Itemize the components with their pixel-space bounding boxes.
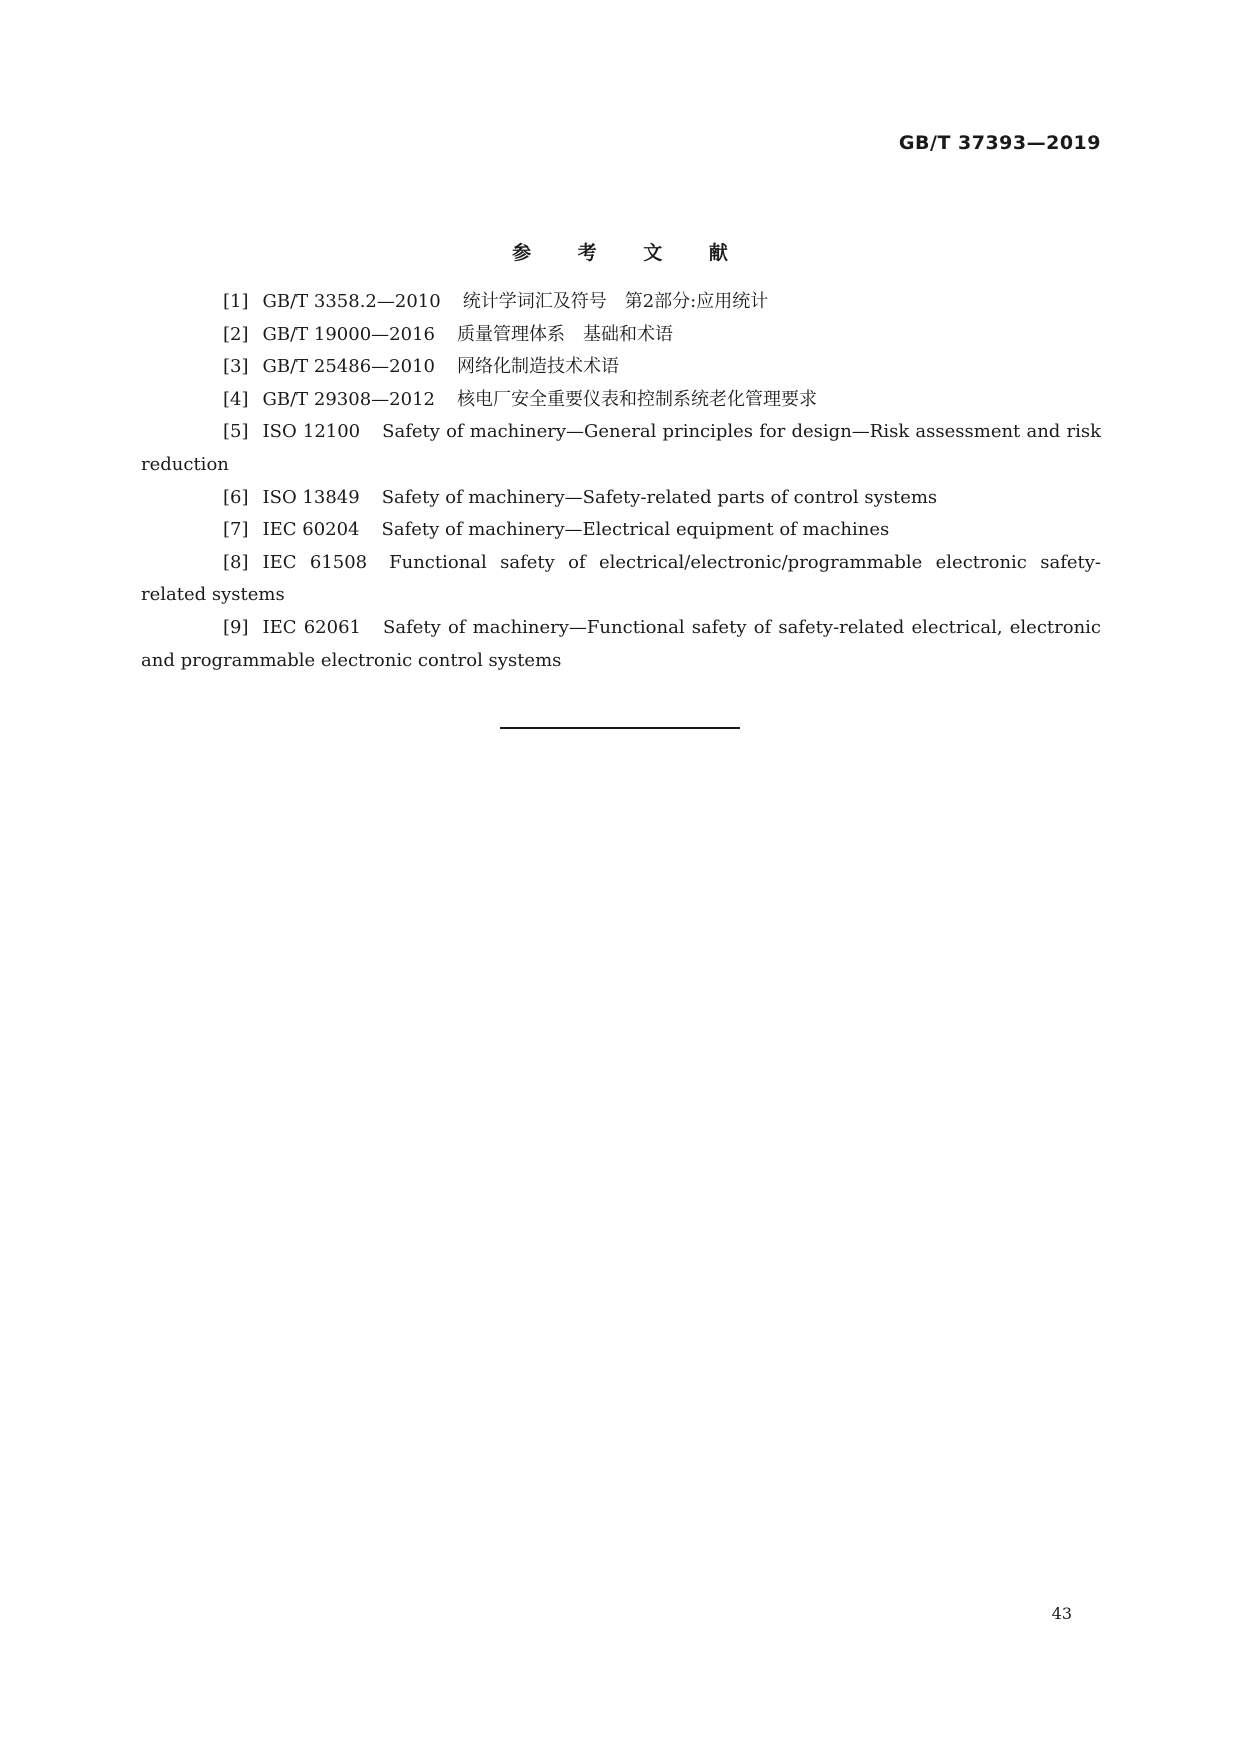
reference-title: Functional safety of electrical/electronic/programmable electronic safety-related systems [141,551,1101,606]
reference-item-2 [141,319,1101,352]
reference-item-7 [141,514,1101,547]
reference-title: Safety of machinery—Functional safety of safety-related electrical, electronic and programmable electronic control systems [141,616,1102,671]
reference-code: IEC 62061 [262,616,361,638]
reference-item-5 [141,416,1101,481]
section-title: 参 考 文 献 [512,242,748,264]
reference-number: [5] [223,421,249,443]
reference-title: 统计学词汇及符号 第2部分:应用统计 [462,291,769,312]
reference-code: GB/T 29308—2012 [262,388,435,410]
reference-number: [9] [223,616,249,638]
reference-number: [6] [223,486,249,508]
reference-number: [2] [223,323,249,345]
reference-code: ISO 12100 [262,421,361,443]
reference-code: IEC 60204 [262,519,360,541]
reference-code: ISO 13849 [262,486,360,508]
reference-title: Safety of machinery—General principles for design—Risk assessment and risk reduction [141,421,1101,475]
reference-title: 网络化制造技术术语 [456,356,619,378]
reference-title: Safety of machinery—Electrical equipment of machines [381,519,890,541]
reference-code: IEC 61508 [262,551,368,573]
reference-number: [3] [223,356,249,378]
reference-item-3 [141,351,1101,384]
reference-title: 质量管理体系 基础和术语 [456,323,673,345]
reference-code: GB/T 19000—2016 [262,323,435,345]
reference-number: [7] [223,519,249,541]
reference-number: [8] [223,551,249,573]
reference-title: Safety of machinery—Safety-related parts of control systems [381,486,938,508]
reference-item-4 [141,384,1101,417]
reference-item-9 [141,612,1101,677]
reference-item-8 [141,547,1101,612]
reference-number: [1] [223,291,249,312]
reference-list [141,286,1101,677]
reference-number: [4] [223,388,249,410]
end-rule [500,727,740,729]
page-number: 43 [1051,1604,1072,1623]
reference-item-6 [141,482,1101,515]
reference-code: GB/T 3358.2—2010 [262,291,441,312]
reference-code: GB/T 25486—2010 [262,356,435,378]
reference-item-1 [141,286,1101,319]
standard-code: GB/T 37393—2019 [898,132,1101,154]
reference-title: 核电厂安全重要仪表和控制系统老化管理要求 [456,388,817,410]
